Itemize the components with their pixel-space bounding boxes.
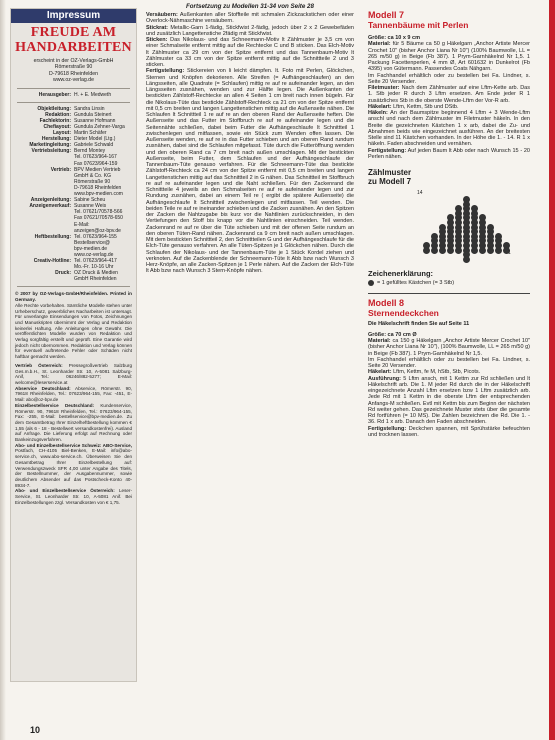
middle-column [146,12,354,732]
section-label: Material: [368,338,391,344]
vertrieb-head: Vertrieb Österreich: [15,362,63,368]
row-value: Tel. 07623/964-417 Mo.-Fr. 10-16 Uhr [74,258,117,271]
row-key: Fachlektorin: [39,117,71,124]
section-text: Metallic-Garn 1-fädig, Stickfwist 2-fädig, jedoch über 2 x 2 Gewebefäden und zusätzlich Langettenstiche 2fädig mit Stickfwist. [146,24,354,37]
row-key: Objektleitung: [37,105,71,112]
schweiz-head: Abo- und Einzelbestellservice Schweiz: ABO-Service, [15,442,132,448]
logo-line-2: HANDARBEITEN [15,40,132,55]
section-text: Lftm, Kettm, Stb und DStb. [391,103,459,110]
row-value: BPV Medien Vertrieb GmbH & Co. KG Römerstraße 90 D-79618 Rheinfelden www.bpv-medien.com [74,166,123,198]
row-number-bottom: 1 [508,250,511,256]
copyright-body: Alle Rechte vorbehalten. Sämtliche Modelle stehen unter Urheberschutz, gewerbliches Nacharbeiten ist untersagt. Für unverlangte Einsendungen von Fotos, Zeichnungen und Manuskripten übernimmt der Verlag und Redaktion keinerlei Haftung. Alle Anleitungen ohne Gewähr. Die veröffentlichten Modelle wurden von Redaktion und Verlag sorgfältig erstellt und geprüft. Eine Garantie wird jedoch nicht übernommen. Redaktion und Verlag können für eventuell auftretende Fehler oder Schäden nicht haftbar gemacht werden. [15,302,132,360]
abo-head: Abservice Deutschland: [15,385,71,391]
model-7-size: Größe: ca 10 x 9 cm [368,35,420,41]
filled-cell [455,247,462,254]
row-value: Gundula Zehner-Varga [74,124,125,130]
model-7-title: Modell 7 [368,10,405,20]
logo-line-1: FREUDE AM [30,25,117,40]
row-value: Bernd Montey Tel. 07623/964-167 Fax 07623/964-159 [74,148,118,167]
row-value: Dieter Model (Ltg.) [74,136,116,143]
publisher-block [11,58,136,84]
einzel-head: Einzelbestellservice Deutschland: [15,402,95,408]
impressum-box [10,8,137,682]
row-value: Susanne Weis Tel. 07621/70578-566 Fax 07621/70578-650 E-Mail: anzeigen@oz-bpv.de [74,203,123,234]
filled-cell [495,247,502,254]
section-text: Stickereien von li leicht dämpfen. lt. Foto mit Perlen, Glöckchen, Sternen und Knöpfen dekorieren. Alle Streifen (= Aufhängeschlaufen) an den Längsseiten, alle Quadrate (= Schlaufen) mittig re auf re aufeinander legen, an den Längsseiten zusnähen, wenden und zur Hälfte legen. Die Außenkanten der bestickten Zählstoff-Rechtecke an allen 4 Seiten 1 cm breit nach innen bügeln. Für die Nikolaus-Tüte das bestickte Zählstoff-Rechteck ca 21 cm von der Spitze entfernt mit 0,5 cm breiten und langen Langettenstichen mittig auf die Außenseite nähen. Die Schlaufen lt Schnittteil 1 re auf re an den oberen Rand der Außenseite heften. Die Außenseite und das Futter im Stoffbruch re auf re aufeinander legen und die Seitennähte schließen, dabei beim Futter die Aufhängeschlaufe lt Schnittteil 1 zwischenlegen und mitfassen, sowie ein Stück zum Wenden offen lassen. Die Außenseite wenden, re auf re in das Futter schieben und am oberen Rand rundum zusnähen, dabei sind die Schlaufen mitgefasst. Tüte durch die Futteröffnung wenden und den oberen Rand ca 7 cm breit nach außen umschlagen. Mit der bestickten Außenseite, beim Futter, dem Schlaufen und der Aufhängeschlaufe der Tannenbaum-Tüte genauso verfahren. Für die Schneemann-Tüte das bestickte Zählstoff-Rechteck ca 24 cm von der Spitze entfernt mit 0,5 cm breiten und langen Langettenstichen mittig auf das Schnittteil 2 in G nähen. Das Schnittteil im Stoffbruch re auf re aufeinander legen und die Naht schließen. Für den Zackenrand die Schnittteile 4 jeweils an den Schmalseiten re auf re aufeinander legen und zur Rundung zusnähen, dabei an einem Teil re ( ergibt die spätere Außenseite) die Aufhängeschlaufe lt Schnittteil zwischenlegen und mitfassen. Teil wenden. Die beiden Teile re auf re ineinander schieben und die Zacken zusnähen. An den Spitzen der Zacken die Nahtzugabe bis kurz vor die Nahtlinien zurückschneiden, in den Vertiefungen den Stoff bis knapp vor die Nahtlinien einschneiden. Teil wenden. Zackenrand re auf re über die Tüte schieben und mit der offenen Seite rundum an den oberen Tüten-Rand nähen. Zackenrand ca 9 cm breit nach außen umschlagen. Mit dem bestickten Schnittteil 2, den Schnittteilen G und der Aufhängeschlaufe für die Elch-Tüte genauso verfahren. An alle Tüten-Spitzen je 1 Glöckchen nähen. Durch die Schlaufen der Nikolaus- und der Tannenbaum-Tüte je 1 Stück Kordel ziehen und verknoten. Auf die Zackenblende der Schneemann-Tüte lt Abb bzw nach Wunsch 3 Herz-Knöpfe, an alle Zacken-Spitzen je 1 Perle nähen. Auf die Zacken der Elch-Tüte lt Abb bzw nach Wunsch 3 Stern-Knöpfe nähen. [146,68,354,275]
legend-text: = 1 gefülltes Kästchen (= 3 Stb) [377,280,455,287]
impressum-row [15,258,132,270]
right-column [368,10,530,438]
section-label: Fertigstellung: [368,147,407,154]
row-value: Sandra Linsin [74,105,105,112]
section-label: Material: [368,41,391,48]
row-value: Martin Schäfer [74,130,107,137]
row-value: H. + E. Medweth [74,91,112,98]
filled-cell [471,247,478,254]
section-text: Auf jeden Baum lt Abb oder nach Wunsch 15 - 20 Perlen nähen. [368,147,530,160]
divider [17,286,130,287]
model-7-subtitle: Tannenbäume mit Perlen [368,20,469,30]
publisher-line: erscheint in der OZ-Verlags-GmbH [33,58,114,64]
publisher-line: www.oz-verlag.de [53,77,94,84]
section-label: Ausführung: [368,375,401,382]
filled-cell-icon [368,280,374,286]
chart-title-line-1: Zählmuster [368,168,412,177]
row-value: Gundula Steinert [74,111,112,118]
section-label: Häkeln: [368,110,388,116]
section-label: Filetmuster: [368,85,400,91]
section-text: Das Nikolaus- und das Schneemann-Motiv lt Zählmuster je 3,5 cm von einer Schmalseite entfernt mittig auf die Rechtecke C und B sticken. Das Elch-Motiv lt Zählmuster ca 29 cm von der Spitze entfernt und das Tannenbaum-Motiv lt Zählmuster ca 33 cm von der Spitze entfernt mittig auf die Schnittteile 2 und 3 sticken. [146,37,354,68]
model-8-subtitle: Sternendeckchen [368,307,439,318]
schweiz-body: Postfach, CH-4105 Biel-Benken, E-Mail: info@abo-service.ch, www.abo-service.ch. Überweisen Sie den Gesamtbetrag Ihrer Einzelbestellung auf: Verwendungszweck SFR 4,00 unter Angabe des Titels, der Bestellnummer, der Ausgabennummer, sowie deutlichem Absender auf das Postscheck-Konto 40-8934-7. [15,448,132,488]
impressum-row [15,203,132,233]
section-label: Häkelart: [368,369,392,376]
red-edge-stripe [549,0,555,740]
row-value: Susanne Hofmann [74,117,116,124]
page-number: 10 [30,725,41,735]
row-value: Tel. 07623/964-155 Bestellservice@ bpv-medien.de www.oz-verlag.de [74,233,117,258]
impressum-row [15,234,132,258]
section-label: Fertigstellung: [368,425,407,432]
section-text: Außenkanten aller Stoffteile mit schmalen Zickzackstichen oder einer Overlock-Nähmaschine versäubern. [146,12,354,25]
oesterreich-body: Leser-Service, St. Leonharder Str. 10, A-5081 Anif. Bei Einzelbestellungen zzgl. Versandkosten von € 1,75. [15,488,132,505]
counting-chart [368,190,530,268]
section-text: Nach dem Zählmuster auf eine Lftm-Kette arb. Das 1. Stb jeder R durch 3 Lftm ersetzen. Am Ende jeder R 1 zusätzliches Stb in die oberste Wende-Lftm der Vor-R arb. [368,85,530,104]
copyright-block [11,291,136,505]
row-key: Marketingleitung: [29,142,71,149]
filled-cell [439,247,446,254]
continuation-note: Fortsetzung zu Modellen 31-34 von Seite 28 [186,3,314,10]
abo-body: Abservice, Römerstr. 90, 79618 Rheinfelden, Tel.: 07623/964-155, Fax: -451, E-Mail: abo@oz-bpv.de [15,385,132,403]
model-8-buy: Im Fachhandel erhältlich oder zu bestellen bei Fa. Lindner, s. Seite 20 Versender. [368,356,530,369]
divider [368,293,530,294]
impressum-row [15,167,132,197]
publisher-line: D-79618 Rheinfelden [48,70,99,77]
impressum-row [15,270,132,282]
row-key: Herausgeber: [38,91,71,98]
divider [17,102,130,103]
publisher-line: Römerstraße 90 [54,64,93,71]
section-label: Sticken: [146,37,168,43]
row-key: Layout: [52,130,71,137]
row-key: Redaktion: [45,111,71,118]
row-value: Sabine Scheu [74,197,106,204]
section-text: An der Baumspitze beginnend 4 Lftm + 3 Wende-Lftm anschl und nach dem Zählmuster im Filetmuster häkeln. In den Breite die gezeichneten Kästchen 1 x arb, dabei die Zu- und Abnahmen beids wie eingezeichnet ausführen. An der breitesten Stelle sind 11 Kästchen vorhanden. In der Höhe die 1. - 14. R 1 x häkeln. Faden abschneiden und vernähen. [368,110,530,148]
row-key: Chefiayout: [43,124,71,130]
section-text: ca 150 g Häkelgarn „Anchor Artiste Mercer Crochet 10" (bisher Anchor Liana Nr 10"), (100% Baumwolle, LL = 265 m/50 g) in Beige (Fb 387). 1 Prym-Garnhäkelnd Nr 1,5. [368,338,530,357]
oesterreich-head: Abo- und Einzelbestellservice Österreich: [15,488,115,494]
impressum-header: Impressum [11,9,136,23]
divider [17,88,130,89]
section-text: Deckchen spannen, mit Sprühstärke befeuchten und trocknen lassen. [368,425,530,438]
model-8-note: Die Häkelschrift finden Sie auf Seite 11 [368,320,470,327]
legend [368,280,530,286]
model-8-size: Größe: ca 70 cm Ø [368,331,417,338]
filled-cell [479,247,486,254]
magazine-logo [11,25,136,55]
row-key: Creativ-Hotline: [33,258,71,265]
filled-cell [423,247,430,254]
section-label: Versäubern: [146,12,178,18]
row-number-top: 14 [417,190,423,196]
row-key: Vertrieb: [50,166,71,173]
chart-title [368,168,530,186]
filled-cell [487,247,494,254]
section-text: Lftm, Kettm, fe M, hStb, Stb, Picots. [391,369,481,376]
vertrieb-body: Pressegroßvertrieb Salzburg Ges.m.b.H., St. Leonharder Str. 10, A-5081 Salzburg-Anif, Tel.: 06246/882-5277; E-Mail: welcome@leserservice.at [15,362,132,385]
model-7-buy: Im Fachhandel erhältlich oder zu bestellen bei Fa. Lindner, s. Seite 20 Versender. [368,72,530,85]
row-key: Druck: [55,270,71,277]
filled-cell [463,256,470,263]
filled-cell [431,247,438,254]
model-8-title: Modell 8 [368,297,405,308]
row-key: Anzeigenleitung: [30,197,71,204]
copyright-head: © 2007 by OZ-Verlags-GmbH/Rheinfelden. Printed in Germany. [15,291,132,303]
legend-title: Zeichenerklärung: [368,269,434,278]
einzel-body: Kundenservice, Römerstr. 90, 79618 Rheinfelden, Tel.: 07623/964-155, Fax: -255, E-Mail: bestellservice@bpv-medien.de. Zu dem Gesamtbetrag Ihrer Einzelheftbestellung kommen € 1,55 (als 6 - 18 - Bestellwert versandkostenfrei). Ausland auf Anfrage. Die Lieferung erfolgt auf Rechnung oder Bankeinzugsverfahren. [15,402,132,443]
impressum-rows [11,106,136,283]
herausgeber-row [15,92,132,98]
impressum-row [15,148,132,166]
row-key: Vertriebsleitung: [31,148,71,155]
section-text: für 5 Bäume ca 50 g Häkelgarn „Anchor Artiste Mercer Crochet 10" (bisher Anchor Liana Nr 10") (100% Baumwolle, LL = 265 m/50 g) in Beige (Fb 387). 1 Prym-Garnhäkelnd Nr 1,5. 1 Packung Facettenperlen, 4 mm Ø, Art 601632 in Dunkelrot (Fb 4395) von Gütermann. Passendes Coats Nähgarn. [368,41,530,73]
row-value: Gabriele Schwald [74,142,114,149]
page-edge-shadow [0,0,6,740]
section-label: Stickrat: [146,24,169,31]
row-key: Herstellung: [41,136,71,143]
section-text: 5 Lftm ansch, mit 1 Kettm zur Rd schließen und lt Häkelschrift arb. Die 1. M jeder Rd durch die in der Häkelschrift eingezeichnete Anzahl Lftm ersetzen bzw 1 Lftm zusätzlich arb. Jede Rd mit 1 Kettm in die oberste Lftm der entsprechenden Anfangs-M schließen. Evtl mit Kettm bis zum Beginn der nächsten Rd weiter gehen. Das gezeichnete Muster stets über die gesamte Rd fortführen (= 10 MS). Die Zahlen bezeichnen die Rd. Die 1. - 36. Rd 1 x arb. Danach den Faden abschneiden. [368,375,530,426]
section-label: Häkelart: [368,103,392,110]
row-key: Anzeigenverkauf: [29,203,71,210]
filled-cell [447,247,454,254]
row-value: OZ Druck & Medien GmbH Rheinfelden [74,270,118,283]
chart-title-line-2: zu Modell 7 [368,177,412,186]
row-key: Heftbestellung: [34,233,71,240]
section-label: Fertigstellung: [146,68,185,75]
